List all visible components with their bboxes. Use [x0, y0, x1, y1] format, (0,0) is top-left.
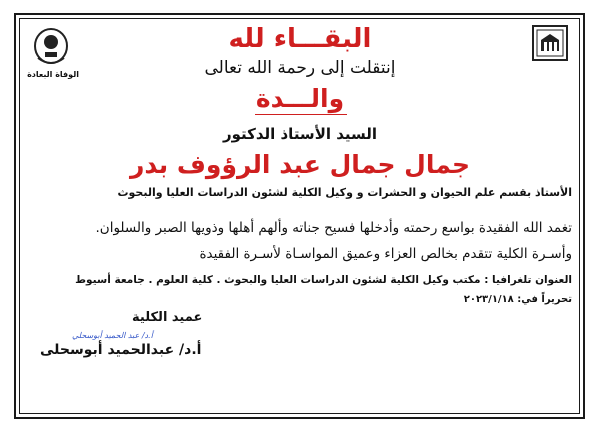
- subtitle: إنتقلت إلى رحمة الله تعالى: [204, 58, 396, 78]
- signature: أ.د/ عبد الحميد أبوسحلي: [72, 331, 153, 340]
- position-text: الأستاذ بقسم علم الحيوان و الحشرات و وكيل الكلية لشئون الدراسات العليا والبحوث: [117, 186, 572, 199]
- honorific: السيد الأستاذ الدكتور: [222, 125, 378, 143]
- page-title: البقـــاء لله: [228, 24, 372, 54]
- issue-date: تحريراً في: ٢٠٢٣/١/١٨: [463, 294, 572, 305]
- dean-name: أ.د/ عبدالحميد أبوسحلى: [40, 342, 202, 358]
- relation-underline: [255, 114, 347, 115]
- relation-heading: والـــدة: [255, 84, 345, 113]
- person-name: جمال جمال عبد الرؤوف بدر: [129, 150, 471, 179]
- logo-caption: الوفاة البعادة: [27, 70, 79, 79]
- condolence-line-2: وأسـرة الكلية تتقدم بخالص العزاء وعميق المواسـاة لأسـرة الفقيدة: [199, 246, 572, 262]
- dean-title: عميد الكلية: [132, 310, 203, 325]
- condolence-line-1: تغمد الله الفقيدة بواسع رحمته وأدخلها فسيح جناته وألهم أهلها وذويها الصبر والسلوان.: [95, 220, 572, 236]
- telegraph-address: العنوان تلغرافيا : مكتب وكيل الكلية لشئون الدراسات العليا والبحوث . كلية العلوم . جامعة أسيوط: [75, 274, 572, 286]
